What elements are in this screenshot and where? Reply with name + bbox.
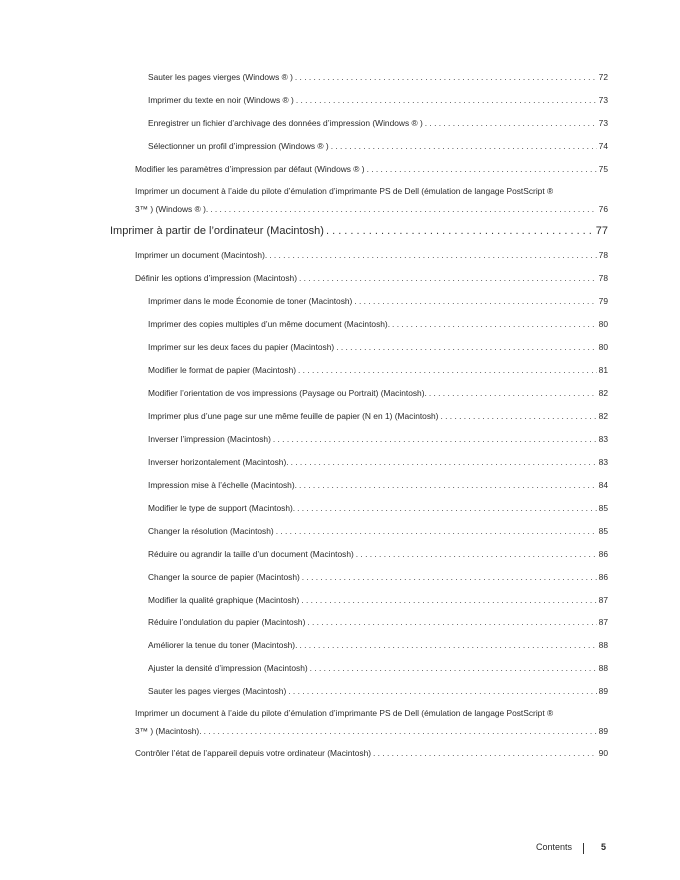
toc-entry[interactable] (135, 204, 608, 214)
toc-entry-title: Changer la source de papier (Macintosh) (148, 572, 300, 582)
toc-entry[interactable] (148, 617, 608, 627)
toc-entry-title: 3™ ) (Windows ® ). (135, 204, 209, 214)
toc-entry[interactable] (148, 319, 608, 329)
toc-entry-title-line1: Imprimer un document à l’aide du pilote d’émulation d’imprimante PS de Dell (émulation de langage PostScript ® (135, 186, 554, 196)
toc-leader-dots (354, 296, 596, 306)
toc-leader-dots (429, 388, 597, 398)
toc-entry-page: 79 (598, 296, 608, 306)
toc-entry-title: 3™ ) (Macintosh). (135, 726, 202, 736)
toc-entry[interactable] (148, 549, 608, 559)
toc-entry-title: Modifier le format de papier (Macintosh) (148, 365, 297, 375)
toc-entry[interactable] (148, 663, 608, 673)
toc-leader-dots (425, 118, 597, 128)
toc-entry-title: Imprimer dans le mode Économie de toner (Macintosh) (148, 296, 353, 306)
toc-entry-title-line1: Imprimer un document à l’aide du pilote d’émulation d’imprimante PS de Dell (émulation de langage PostScript ® (135, 708, 554, 718)
toc-leader-dots (288, 686, 596, 696)
toc-leader-dots (273, 434, 597, 444)
toc-leader-dots (210, 204, 596, 214)
toc-leader-dots (296, 95, 597, 105)
toc-entry-title: Sauter les pages vierges (Macintosh) (148, 686, 287, 696)
toc-entry-page: 72 (598, 72, 608, 82)
toc-leader-dots (204, 726, 597, 736)
toc-entry[interactable] (148, 503, 608, 513)
toc-entry[interactable] (148, 457, 608, 467)
toc-entry-page: 83 (598, 434, 608, 444)
footer-label: Contents (535, 842, 572, 852)
toc-leader-dots (336, 342, 596, 352)
toc-leader-dots (299, 273, 597, 283)
toc-entry-page: 88 (598, 663, 608, 673)
toc-entry-page: 80 (598, 319, 608, 329)
toc-entry-title: Enregistrer un fichier d’archivage des données d’impression (Windows ® ) (148, 118, 423, 128)
toc-entry[interactable] (148, 640, 608, 650)
toc-entry-title: Inverser horizontalement (Macintosh). (148, 457, 289, 467)
toc-entry[interactable] (148, 480, 608, 490)
toc-entry-page: 78 (598, 250, 608, 260)
toc-entry-title: Modifier les paramètres d’impression par défaut (Windows ® ) (135, 164, 365, 174)
toc-leader-dots (310, 663, 597, 673)
toc-entry-title: Modifier la qualité graphique (Macintosh) (148, 595, 300, 605)
toc-entry-page: 88 (598, 640, 608, 650)
toc-leader-dots (392, 319, 597, 329)
toc-entry-page: 85 (598, 526, 608, 536)
toc-entry-title: Améliorer la tenue du toner (Macintosh). (148, 640, 298, 650)
toc-entry-title: Imprimer sur les deux faces du papier (Macintosh) (148, 342, 335, 352)
toc-entry-page: 78 (598, 273, 608, 283)
toc-entry-title: Impression mise à l’échelle (Macintosh). (148, 480, 297, 490)
toc-entry-title: Réduire ou agrandir la taille d’un document (Macintosh) (148, 549, 354, 559)
page-footer (0, 842, 680, 856)
page-number: 5 (601, 842, 607, 852)
toc-leader-dots (295, 72, 597, 82)
toc-leader-dots (326, 225, 594, 237)
toc-entry[interactable] (148, 95, 608, 105)
toc-leader-dots (373, 748, 597, 758)
toc-entry-title: Contrôler l’état de l’appareil depuis votre ordinateur (Macintosh) (135, 748, 372, 758)
toc-leader-dots (367, 164, 597, 174)
toc-leader-dots (276, 526, 597, 536)
toc-entry[interactable] (148, 342, 608, 352)
toc-entry-title: Inverser l’impression (Macintosh) (148, 434, 271, 444)
toc-leader-dots (269, 250, 596, 260)
toc-leader-dots (299, 640, 596, 650)
toc-leader-dots (299, 480, 597, 490)
toc-entry-title: Sauter les pages vierges (Windows ® ) (148, 72, 293, 82)
toc-entry-page: 77 (595, 225, 608, 237)
toc-entry-page: 83 (598, 457, 608, 467)
toc-entry-title: Modifier le type de support (Macintosh). (148, 503, 296, 513)
toc-chapter-entry[interactable] (110, 225, 608, 237)
toc-entry-title: Imprimer à partir de l’ordinateur (Macintosh) (110, 225, 324, 237)
toc-entry-page: 87 (598, 617, 608, 627)
toc-leader-dots (291, 457, 597, 467)
toc-entry[interactable] (148, 526, 608, 536)
toc-entry[interactable] (148, 388, 608, 398)
toc-entry[interactable] (135, 273, 608, 283)
toc-entry-page: 86 (598, 572, 608, 582)
toc-entry-page: 86 (598, 549, 608, 559)
toc-entry[interactable] (148, 365, 608, 375)
toc-entry-page: 76 (598, 204, 608, 214)
toc-entry-title: Imprimer plus d’une page sur une même feuille de papier (N en 1) (Macintosh) (148, 411, 439, 421)
toc-entry-page: 73 (598, 118, 608, 128)
toc-entry-page: 75 (598, 164, 608, 174)
toc-entry[interactable] (135, 164, 608, 174)
toc-entry-title: Modifier l’orientation de vos impressions (Paysage ou Portrait) (Macintosh). (148, 388, 427, 398)
toc-entry-page: 84 (598, 480, 608, 490)
toc-entry-page: 89 (598, 726, 608, 736)
toc-leader-dots (356, 549, 597, 559)
toc-entry[interactable] (148, 296, 608, 306)
toc-entry-page: 82 (598, 388, 608, 398)
toc-entry[interactable] (148, 411, 608, 421)
toc-entry-title: Imprimer un document (Macintosh). (135, 250, 268, 260)
toc-entry-title: Imprimer des copies multiples d’un même document (Macintosh). (148, 319, 391, 329)
toc-leader-dots (331, 141, 597, 151)
toc-entry[interactable] (148, 686, 608, 696)
toc-entry-title: Imprimer du texte en noir (Windows ® ) (148, 95, 294, 105)
toc-entry[interactable] (148, 118, 608, 128)
toc-entry-page: 81 (598, 365, 608, 375)
toc-leader-dots (440, 411, 596, 421)
toc-entry[interactable] (148, 434, 608, 444)
toc-entry-title: Changer la résolution (Macintosh) (148, 526, 274, 536)
toc-leader-dots (298, 365, 597, 375)
toc-entry[interactable] (135, 250, 608, 260)
toc-entry-page: 87 (598, 595, 608, 605)
toc-entry-title: Définir les options d’impression (Macintosh) (135, 273, 297, 283)
toc-entry[interactable] (148, 141, 608, 151)
toc-entry-page: 74 (598, 141, 608, 151)
toc-entry-page: 89 (598, 686, 608, 696)
toc-leader-dots (297, 503, 597, 513)
toc-entry[interactable] (148, 72, 608, 82)
toc-entry[interactable] (148, 572, 608, 582)
toc-entry-page: 73 (598, 95, 608, 105)
toc-entry-title: Sélectionner un profil d’impression (Windows ® ) (148, 141, 329, 151)
toc-leader-dots (307, 617, 596, 627)
toc-leader-dots (302, 572, 597, 582)
toc-leader-dots (301, 595, 596, 605)
toc-entry[interactable] (135, 726, 608, 736)
toc-entry-page: 90 (598, 748, 608, 758)
toc-entry[interactable] (148, 595, 608, 605)
toc-entry[interactable] (135, 748, 608, 758)
toc-entry-page: 82 (598, 411, 608, 421)
toc-entry-title: Ajuster la densité d’impression (Macintosh) (148, 663, 308, 673)
toc-entry-title: Réduire l’ondulation du papier (Macintosh) (148, 617, 306, 627)
toc-entry-page: 80 (598, 342, 608, 352)
toc-entry-page: 85 (598, 503, 608, 513)
footer-divider (583, 843, 584, 854)
